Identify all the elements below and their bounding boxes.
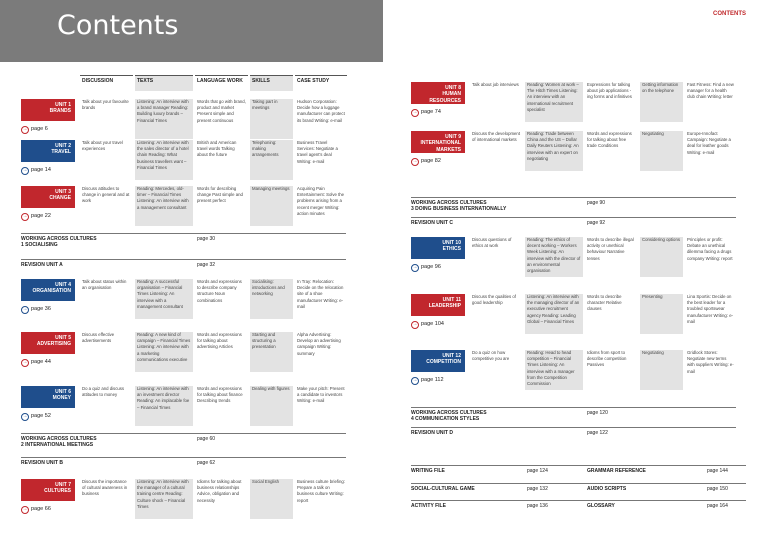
unit-texts: Reading: Women at work – The Hitch Times Listening: An interview with an international recruitment specialist [525, 82, 583, 122]
section-entry[interactable] [21, 262, 346, 268]
unit-row [21, 138, 357, 181]
unit-skills: Dealing with figures [250, 386, 293, 426]
back-matter-page: page 164 [707, 503, 728, 509]
section-divider [411, 427, 736, 428]
unit-number: UNIT 7 [55, 482, 71, 488]
arrow-right-icon: → [412, 377, 418, 383]
column-header: DISCUSSION [80, 75, 133, 91]
unit-number: UNIT 11 [442, 297, 461, 303]
section-subtitle: 1 SOCIALISING [21, 242, 58, 248]
arrow-right-icon: → [22, 126, 28, 132]
unit-label[interactable] [21, 386, 75, 408]
unit-label[interactable] [411, 294, 465, 316]
unit-number: UNIT 2 [55, 143, 71, 149]
unit-page-link[interactable] [21, 306, 51, 314]
unit-case: Business culture briefing: Prepare a talk on business culture Writing: report [297, 479, 346, 503]
unit-page-number: page 112 [421, 377, 444, 384]
section-divider [411, 217, 736, 218]
unit-label[interactable] [21, 186, 75, 208]
unit-language: Words and expressions for talking about finance Describing trends [197, 386, 243, 404]
section-title: REVISION UNIT C [411, 220, 453, 226]
section-title: WORKING ACROSS CULTURES [411, 200, 487, 206]
unit-label[interactable] [411, 131, 465, 153]
unit-page-number: page 14 [31, 167, 51, 174]
section-title: REVISION UNIT A [21, 262, 63, 268]
unit-page-number: page 66 [31, 506, 51, 513]
unit-page-link[interactable] [21, 359, 51, 367]
unit-row [411, 235, 747, 278]
unit-skills: Presenting [640, 294, 683, 334]
unit-texts: Reading: Head to head competition – Financial Times Listening: An interview with a manager from the Competition Commission [525, 350, 583, 390]
unit-label[interactable] [21, 479, 75, 501]
unit-page-link[interactable] [411, 158, 441, 166]
unit-name: ADVERTISING [36, 341, 71, 348]
unit-row [21, 277, 357, 320]
unit-row [411, 80, 747, 123]
unit-case: Gridlock Stores: Negotiate new terms with suppliers Writing: e-mail [687, 350, 734, 374]
unit-texts: Reading: The ethics of decent working – Workers Week Listening: An interview with the director of an environmental organisation [525, 237, 583, 277]
unit-page-link[interactable] [411, 109, 441, 117]
back-matter-page: page 124 [527, 468, 548, 474]
unit-page-number: page 52 [31, 413, 51, 420]
unit-texts: Reading: A successful organisation – Financial Times Listening: An interview with a management consultant [135, 279, 193, 319]
unit-page-number: page 74 [421, 109, 441, 116]
back-matter-title: GLOSSARY [587, 503, 615, 509]
unit-skills: Starting and structuring a presentation [250, 332, 293, 372]
unit-row [21, 184, 357, 227]
unit-skills: Negotiating [640, 131, 683, 171]
unit-language: Words that go with brand, product and market Present simple and present continuous [197, 99, 246, 123]
unit-language: Words to describe character Relative clauses [587, 294, 622, 312]
unit-row [21, 384, 357, 427]
unit-page-number: page 6 [31, 126, 48, 133]
section-page: page 62 [197, 460, 216, 466]
unit-language: Idioms from sport to describe competition Passives [587, 350, 627, 368]
unit-discussion: Discuss the importance of cultural awareness in business [82, 479, 128, 497]
unit-row [411, 292, 747, 335]
unit-skills: Telephoning: making arrangements [250, 140, 293, 180]
unit-case: Principles or profit: Debate an unethical dilemma facing a drugs company Writing: report [687, 237, 733, 261]
unit-skills: Negotiating [640, 350, 683, 390]
section-entry[interactable] [21, 436, 346, 448]
unit-language: Words for describing change Past simple and present perfect [197, 186, 243, 204]
unit-skills: Considering options [640, 237, 683, 277]
unit-skills: Taking part in meetings [250, 99, 293, 139]
unit-number: UNIT 12 [442, 353, 461, 359]
section-divider [21, 259, 346, 260]
back-matter-title: GRAMMAR REFERENCE [587, 468, 646, 474]
back-matter-page: page 144 [707, 468, 728, 474]
section-entry[interactable] [21, 460, 346, 466]
section-page: page 92 [587, 220, 606, 226]
footer-divider [411, 465, 746, 466]
unit-label[interactable] [411, 82, 465, 104]
section-title: WORKING ACROSS CULTURES [411, 410, 487, 416]
unit-language: Words and expressions to describe company structure Noun combinations [197, 279, 242, 303]
section-page: page 30 [197, 236, 216, 242]
unit-texts: Reading: Trade between China and the US – Dollar Daily Reuters Listening: An interview with an expert on negotiating [525, 131, 583, 171]
unit-discussion: Talk about your favourite brands [82, 99, 129, 111]
unit-number: UNIT 8 [445, 85, 461, 91]
title-banner [0, 0, 383, 62]
unit-discussion: Do a quiz on how competitive you are [472, 350, 510, 362]
section-subtitle: 2 INTERNATIONAL MEETINGS [21, 442, 94, 448]
section-page: page 122 [587, 430, 608, 436]
section-page: page 32 [197, 262, 216, 268]
unit-page-number: page 44 [31, 359, 51, 366]
unit-page-number: page 36 [31, 306, 51, 313]
unit-language: Idioms for talking about business relationships Advice, obligation and necessity [197, 479, 242, 503]
unit-number: UNIT 9 [445, 134, 461, 140]
unit-texts: Listening: An interview with an investment director Reading: An implacable foe – Financial Times [135, 386, 193, 426]
unit-skills: Social English [250, 479, 293, 519]
unit-page-link[interactable] [21, 126, 48, 134]
section-subtitle: 4 COMMUNICATION STYLES [411, 416, 480, 422]
arrow-right-icon: → [412, 264, 418, 270]
section-entry[interactable] [411, 200, 736, 212]
unit-case: Hudson Corporation: Decide how a luggage manufacturer can protect its brand Writing: e-mail [297, 99, 345, 123]
unit-name: ETHICS [442, 246, 461, 253]
unit-case: Business Travel Services: Negotiate a travel agent's deal Writing: e-mail [297, 140, 338, 164]
unit-row [21, 97, 357, 140]
unit-page-link[interactable] [21, 167, 51, 175]
column-header: CASE STUDY [295, 75, 347, 91]
unit-label[interactable] [21, 332, 75, 354]
unit-language: Words and expressions for talking about advertising Articles [197, 332, 242, 350]
unit-number: UNIT 10 [442, 240, 461, 246]
unit-case: Alpha Advertising: Develop an advertising campaign Writing: summary [297, 332, 341, 356]
unit-row [411, 129, 747, 172]
unit-case: Lina Sportis: Decide on the best leader for a troubled sportswear manufacturer Writing: e-mail [687, 294, 734, 324]
unit-language: Words and expressions for talking about free trade Conditions [587, 131, 632, 149]
section-entry[interactable] [21, 236, 346, 248]
unit-case: In Tray: Relocation: Decide on the relocation site of a shoe manufacturer Writing: e-mail [297, 279, 344, 309]
unit-page-number: page 104 [421, 321, 444, 328]
arrow-right-icon: → [22, 213, 28, 219]
unit-name: MONEY [52, 395, 71, 402]
arrow-right-icon: → [22, 359, 28, 365]
running-head: CONTENTS [713, 11, 746, 17]
unit-skills: Getting information on the telephone [640, 82, 683, 122]
unit-number: UNIT 1 [55, 102, 71, 108]
section-divider [411, 407, 736, 408]
unit-number: UNIT 5 [55, 335, 71, 341]
section-entry[interactable] [411, 410, 736, 422]
unit-name: CULTURES [44, 488, 71, 495]
unit-texts: Listening: An interview with a brand manager Reading: Building luxury brands – Financial Times [135, 99, 193, 139]
unit-texts: Reading: A new kind of campaign – Financial Times Listening: An interview with a marketing communications executive [135, 332, 193, 372]
section-page: page 90 [587, 200, 606, 206]
back-matter-row[interactable] [411, 503, 751, 509]
unit-page-link[interactable] [21, 213, 51, 221]
unit-case: Acquiring Pain Entertainment: Solve the problems arising from a recent merger Writing: action minutes [297, 186, 345, 216]
unit-language: Expressions for talking about job applications -ing forms and infinitives [587, 82, 632, 100]
unit-language: British and American travel words Talking about the future [197, 140, 237, 158]
unit-name: CHANGE [49, 195, 71, 202]
arrow-right-icon: → [412, 109, 418, 115]
arrow-right-icon: → [412, 158, 418, 164]
unit-number: UNIT 6 [55, 389, 71, 395]
section-page: page 60 [197, 436, 216, 442]
page-title: Contents [57, 10, 179, 41]
section-entry[interactable] [411, 220, 736, 226]
unit-label[interactable] [21, 99, 75, 121]
back-matter-page: page 132 [527, 486, 548, 492]
column-header: SKILLS [250, 75, 293, 91]
unit-page-link[interactable] [411, 321, 444, 329]
unit-label[interactable] [21, 140, 75, 162]
unit-discussion: Talk about job interviews [472, 82, 519, 87]
arrow-right-icon: → [22, 413, 28, 419]
section-title: WORKING ACROSS CULTURES [21, 236, 97, 242]
column-header: LANGUAGE WORK [195, 75, 248, 91]
back-matter-title: SOCIAL-CULTURAL GAME [411, 486, 475, 492]
unit-case: Europe-Innofact Campaign: Negotiate a deal for leather goods Writing: e-mail [687, 131, 731, 155]
unit-row [411, 348, 747, 391]
unit-language: Words to describe illegal activity or unethical behaviour Narrative tenses [587, 237, 634, 261]
unit-page-link[interactable] [411, 377, 444, 385]
unit-discussion: Do a quiz and discuss attitudes to money [82, 386, 125, 398]
section-divider [21, 457, 346, 458]
unit-texts: Listening: An interview with the managing director of an executive recruitment agency Reading: Leading Global – Financial Times [525, 294, 583, 334]
unit-name: TRAVEL [51, 149, 71, 156]
back-matter-title: ACTIVITY FILE [411, 503, 446, 509]
section-title: REVISION UNIT B [21, 460, 63, 466]
arrow-right-icon: → [22, 306, 28, 312]
back-matter-title: WRITING FILE [411, 468, 445, 474]
back-matter-row[interactable] [411, 486, 751, 492]
unit-discussion: Talk about your travel experiences [82, 140, 123, 152]
unit-row [21, 330, 357, 373]
unit-name: COMPETITION [426, 359, 461, 366]
back-matter-page: page 150 [707, 486, 728, 492]
unit-discussion: Discuss questions of ethics at work [472, 237, 512, 249]
section-page: page 120 [587, 410, 608, 416]
back-matter-page: page 136 [527, 503, 548, 509]
unit-case: Fast Fitness: Find a new manager for a health club chain Writing: letter [687, 82, 734, 100]
unit-name: ORGANISATION [32, 288, 71, 295]
footer-divider [411, 500, 746, 501]
unit-discussion: Talk about status within an organisation [82, 279, 127, 291]
unit-label[interactable] [411, 350, 465, 372]
unit-discussion: Discuss the development of international markets [472, 131, 521, 143]
unit-number: UNIT 3 [55, 189, 71, 195]
unit-page-link[interactable] [411, 264, 441, 272]
section-title: WORKING ACROSS CULTURES [21, 436, 97, 442]
unit-discussion: Discuss attitudes to change in general and at work [82, 186, 130, 204]
section-divider [411, 197, 736, 198]
unit-number: UNIT 4 [55, 282, 71, 288]
unit-page-number: page 22 [31, 213, 51, 220]
arrow-right-icon: → [22, 506, 28, 512]
unit-discussion: Discuss effective advertisements [82, 332, 115, 344]
unit-page-link[interactable] [21, 413, 51, 421]
back-matter-title: AUDIO SCRIPTS [587, 486, 627, 492]
unit-name: LEADERSHIP [428, 303, 461, 310]
unit-texts: Listening: An interview with the sales director of a hotel chain Reading: What business travellers want – Financial Times [135, 140, 193, 180]
unit-page-number: page 96 [421, 264, 441, 271]
section-divider [21, 233, 346, 234]
unit-page-link[interactable] [21, 506, 51, 514]
section-entry[interactable] [411, 430, 736, 436]
unit-texts: Reading: Mercedes, old-timer – Financial Times Listening: An interview with a management consultant [135, 186, 193, 226]
section-title: REVISION UNIT D [411, 430, 453, 436]
section-subtitle: 3 DOING BUSINESS INTERNATIONALLY [411, 206, 507, 212]
column-header: TEXTS [135, 75, 193, 91]
unit-case: Make your pitch: Present a candidate to investors Writing: e-mail [297, 386, 345, 404]
unit-name: BRANDS [49, 108, 71, 115]
unit-label[interactable] [411, 237, 465, 259]
section-divider [21, 433, 346, 434]
unit-discussion: Discuss the qualities of good leadership [472, 294, 516, 306]
unit-label[interactable] [21, 279, 75, 301]
unit-skills: Managing meetings [250, 186, 293, 226]
arrow-right-icon: → [22, 167, 28, 173]
footer-divider [411, 483, 746, 484]
arrow-right-icon: → [412, 321, 418, 327]
unit-texts: Listening: An interview with the manager of a cultural training centre Reading: Culture shock – Financial Times [135, 479, 193, 519]
unit-page-number: page 82 [421, 158, 441, 165]
unit-name: INTERNATIONAL MARKETS [420, 140, 461, 153]
unit-row [21, 477, 357, 520]
back-matter-row[interactable] [411, 468, 751, 474]
unit-name: HUMAN RESOURCES [429, 91, 461, 104]
unit-skills: Socialising: introductions and networking [250, 279, 293, 319]
